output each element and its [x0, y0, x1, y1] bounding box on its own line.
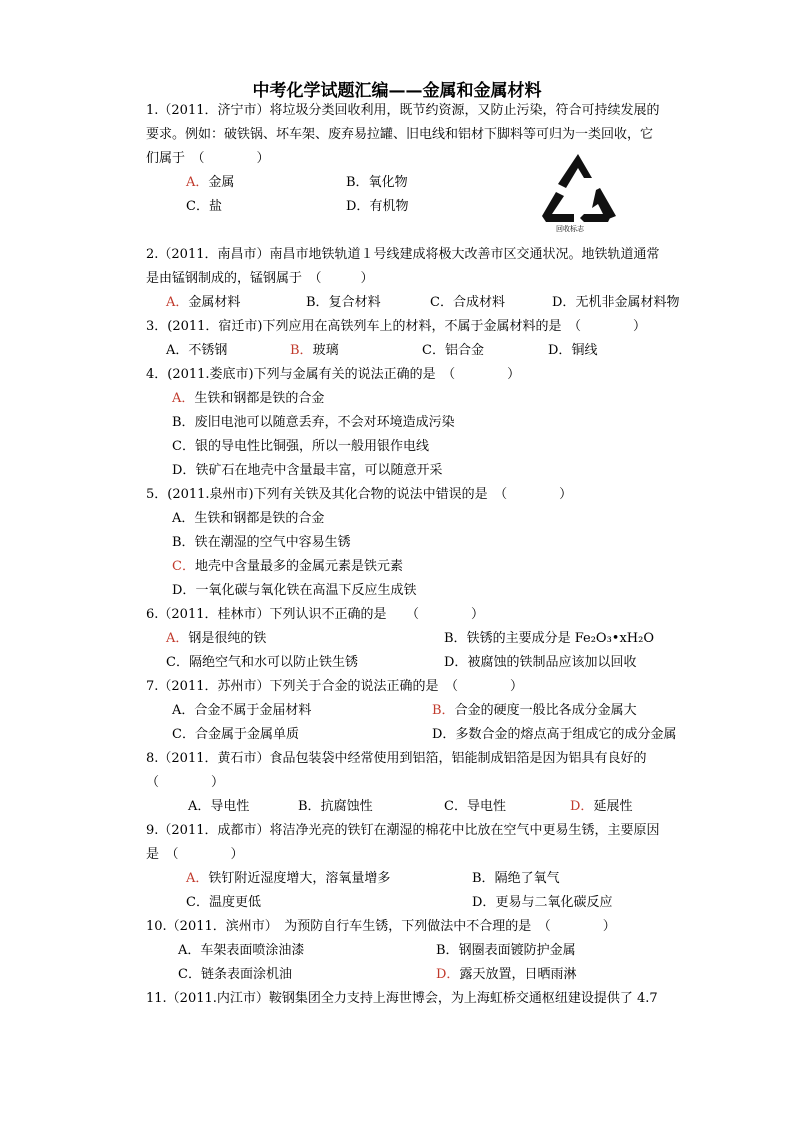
q3-option-d[interactable]: D．铜线: [548, 343, 598, 358]
page-title: 中考化学试题汇编——金属和金属材料: [252, 81, 542, 101]
q10-option-a[interactable]: A．车架表面喷涂油漆: [178, 943, 305, 958]
q1-option-c[interactable]: C．盐: [186, 199, 222, 214]
question-8-line-2: （ ）: [146, 775, 225, 790]
question-2-line-1: 2.（2011．南昌市）南昌市地铁轨道１号线建成将极大改善市区交通状况。地铁轨道通常: [146, 247, 660, 262]
q7-option-b[interactable]: B．合金的硬度一般比各成分金属大: [432, 703, 637, 718]
q9-option-b[interactable]: B．隔绝了氧气: [472, 871, 560, 886]
q9-option-d[interactable]: D．更易与二氧化碳反应: [472, 895, 613, 910]
q1-option-b[interactable]: B．氧化物: [346, 175, 408, 190]
recycle-icon: [536, 150, 620, 234]
q6-option-d[interactable]: D．被腐蚀的铁制品应该加以回收: [444, 655, 637, 670]
q4-option-a[interactable]: A．生铁和钢都是铁的合金: [172, 391, 325, 406]
q5-option-d[interactable]: D．一氧化碳与氧化铁在高温下反应生成铁: [172, 583, 417, 598]
q4-option-c[interactable]: C．银的导电性比铜强，所以一般用银作电线: [172, 439, 429, 454]
question-8-line-1: 8.（2011．黄石市）食品包装袋中经常使用到铝箔，铝能制成铝箔是因为铝具有良好的: [146, 751, 647, 766]
q8-option-d[interactable]: D．延展性: [570, 799, 633, 814]
q1-option-d[interactable]: D．有机物: [346, 199, 409, 214]
q6-option-b[interactable]: B．铁锈的主要成分是 Fe₂O₃•xH₂O: [444, 631, 654, 646]
recycle-caption: 回收标志: [556, 225, 584, 233]
q5-option-a[interactable]: A．生铁和钢都是铁的合金: [172, 511, 325, 526]
q8-option-c[interactable]: C．导电性: [444, 799, 506, 814]
q6-option-c[interactable]: C．隔绝空气和水可以防止铁生锈: [166, 655, 358, 670]
question-3-line-1: 3．(2011．宿迁市)下列应用在高铁列车上的材料，不属于金属材料的是 （ ）: [146, 319, 646, 334]
q5-option-c[interactable]: C．地壳中含量最多的金属元素是铁元素: [172, 559, 403, 574]
q10-option-d[interactable]: D．露天放置，日晒雨淋: [436, 967, 577, 982]
question-6-line-1: 6.（2011．桂林市）下列认识不正确的是 （ ）: [146, 607, 484, 622]
q7-option-d[interactable]: D．多数合金的熔点高于组成它的成分金属: [432, 727, 677, 742]
q2-option-d[interactable]: D．无机非金属材料物: [552, 295, 680, 310]
q10-option-c[interactable]: C．链条表面涂机油: [178, 967, 292, 982]
q8-option-b[interactable]: B．抗腐蚀性: [298, 799, 373, 814]
q3-option-b[interactable]: B．玻璃: [290, 343, 339, 358]
q4-option-b[interactable]: B．废旧电池可以随意丢弃，不会对环境造成污染: [172, 415, 455, 430]
q2-option-c[interactable]: C．合成材料: [430, 295, 505, 310]
q8-option-a[interactable]: A．导电性: [188, 799, 250, 814]
q1-option-a[interactable]: A．金属: [186, 175, 235, 190]
q9-option-a[interactable]: A．铁钉附近湿度增大，溶氧量增多: [186, 871, 391, 886]
question-1-line-3: 们属于 （ ）: [146, 151, 270, 166]
question-2-line-2: 是由锰钢制成的，锰钢属于 （ ）: [146, 271, 374, 286]
q2-option-a[interactable]: A．金属材料: [166, 295, 241, 310]
question-1-line-1: 1.（2011．济宁市）将垃圾分类回收利用，既节约资源，又防止污染，符合可持续发展的: [146, 103, 660, 118]
q3-option-a[interactable]: A．不锈钢: [166, 343, 228, 358]
q6-option-a[interactable]: A．钢是很纯的铁: [166, 631, 267, 646]
q2-option-b[interactable]: B．复合材料: [306, 295, 381, 310]
q10-option-b[interactable]: B．钢圈表面镀防护金属: [436, 943, 576, 958]
q5-option-b[interactable]: B．铁在潮湿的空气中容易生锈: [172, 535, 351, 550]
question-10-line-1: 10.（2011．滨州市） 为预防自行车生锈，下列做法中不合理的是 （ ）: [146, 919, 616, 934]
q3-option-c[interactable]: C．铝合金: [422, 343, 484, 358]
question-5-line-1: 5．(2011.泉州市)下列有关铁及其化合物的说法中错误的是 （ ）: [146, 487, 573, 502]
q7-option-a[interactable]: A．合金不属于金届材料: [172, 703, 312, 718]
question-1-line-2: 要求。例如：破铁锅、坏车架、废弃易拉罐、旧电线和铝材下脚料等可归为一类回收，它: [146, 127, 654, 142]
q4-option-d[interactable]: D．铁矿石在地壳中含量最丰富，可以随意开采: [172, 463, 443, 478]
question-7-line-1: 7.（2011．苏州市）下列关于合金的说法正确的是 （ ）: [146, 679, 523, 694]
question-4-line-1: 4．(2011.娄底市)下列与金属有关的说法正确的是 （ ）: [146, 367, 521, 382]
question-9-line-2: 是 （ ）: [146, 847, 244, 862]
question-9-line-1: 9.（2011．成都市）将洁净光亮的铁钉在潮湿的棉花中比放在空气中更易生锈，主要原因: [146, 823, 660, 838]
q9-option-c[interactable]: C．温度更低: [186, 895, 261, 910]
question-11-line-1: 11.（2011.内江市）鞍钢集团全力支持上海世博会，为上海虹桥交通枢纽建设提供了 4.7: [146, 991, 658, 1006]
q7-option-c[interactable]: C．合金属于金属单质: [172, 727, 299, 742]
